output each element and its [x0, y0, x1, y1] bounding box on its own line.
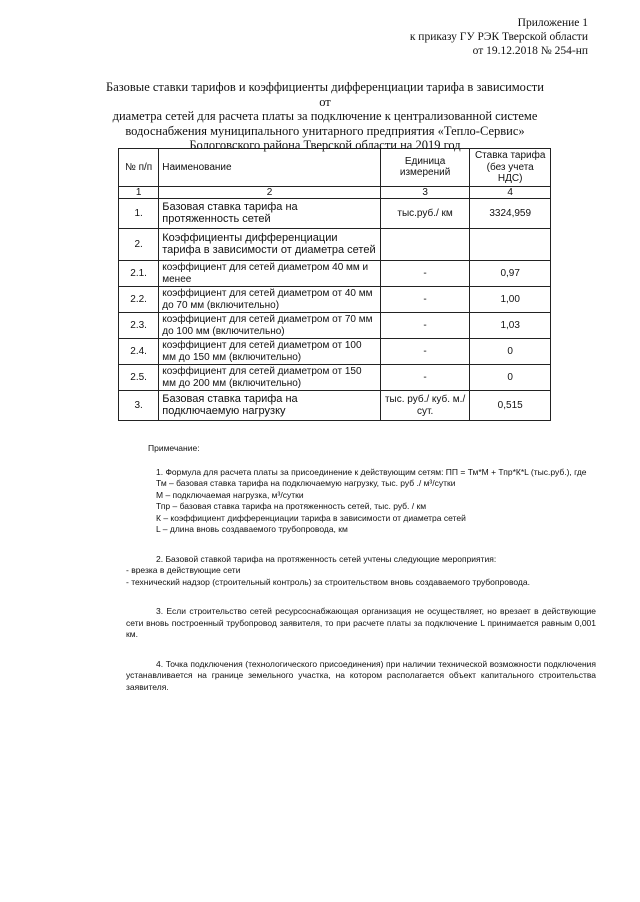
row-rate: 0,97 — [470, 261, 551, 287]
note-2-item: - врезка в действующие сети — [126, 565, 241, 575]
tariff-table — [118, 148, 551, 421]
note-2-text: 2. Базовой ставкой тарифа на протяженность сетей учтены следующие мероприятия: — [156, 553, 497, 564]
index-cell: 1 — [119, 186, 159, 199]
note-1-def: Тм – базовая ставка тарифа на подключаемую нагрузку, тыс. руб ./ м³/сутки — [156, 478, 456, 488]
row-unit: - — [380, 287, 470, 313]
title-line-2: диаметра сетей для расчета платы за подключение к централизованной системе — [112, 109, 538, 123]
row-num: 2.1. — [119, 261, 159, 287]
row-rate: 1,00 — [470, 287, 551, 313]
row-num: 2. — [119, 229, 159, 261]
header-rate: Ставка тарифа (без учета НДС) — [470, 149, 551, 187]
row-name: Коэффициенты дифференциации тарифа в зависимости от диаметра сетей — [159, 229, 381, 261]
row-name: Базовая ставка тарифа на подключаемую нагрузку — [159, 391, 381, 421]
note-4: 4. Точка подключения (технологического присоединения) при наличии технической возможности подключения устанавливается на границе земельного участка, на котором располагается объект капитального строительства заявителя. — [126, 658, 596, 692]
row-name: коэффициент для сетей диаметром от 70 мм до 100 мм (включительно) — [159, 313, 381, 339]
row-name: коэффициент для сетей диаметром от 150 мм до 200 мм (включительно) — [159, 365, 381, 391]
note-1-def: L – длина вновь создаваемого трубопровода, км — [156, 524, 348, 534]
table-row — [119, 339, 551, 365]
note-2 — [126, 554, 596, 589]
row-rate: 0 — [470, 339, 551, 365]
row-num: 2.2. — [119, 287, 159, 313]
row-rate: 3324,959 — [470, 199, 551, 229]
title-line-1: Базовые ставки тарифов и коэффициенты дифференциации тарифа в зависимости от — [106, 80, 544, 109]
appendix-line-3: от 19.12.2018 № 254-нп — [472, 45, 588, 57]
header-unit: Единица измерений — [380, 149, 470, 187]
row-unit — [380, 229, 470, 261]
row-name: коэффициент для сетей диаметром от 100 мм до 150 мм (включительно) — [159, 339, 381, 365]
appendix-line-1: Приложение 1 — [517, 17, 588, 29]
row-unit: - — [380, 365, 470, 391]
row-unit: - — [380, 313, 470, 339]
table-row — [119, 365, 551, 391]
note-1 — [126, 467, 596, 536]
appendix-line-2: к приказу ГУ РЭК Тверской области — [409, 31, 588, 43]
row-rate — [470, 229, 551, 261]
header-num: № п/п — [119, 149, 159, 187]
note-3: 3. Если строительство сетей ресурсоснабжающая организация не осуществляет, но врезает в действующие сети вновь построенный трубопровод заявителя, то при расчете платы за подключение L принимается равным 0,001 км. — [126, 606, 596, 639]
table-row — [119, 261, 551, 287]
row-num: 1. — [119, 199, 159, 229]
row-unit: - — [380, 261, 470, 287]
row-unit: тыс.руб./ км — [380, 199, 470, 229]
row-rate: 0 — [470, 365, 551, 391]
row-name: коэффициент для сетей диаметром от 40 мм до 70 мм (включительно) — [159, 287, 381, 313]
appendix-reference — [410, 16, 588, 58]
note-1-def: М – подключаемая нагрузка, м³/сутки — [156, 489, 304, 500]
table-row — [119, 391, 551, 421]
row-unit: тыс. руб./ куб. м./сут. — [380, 391, 470, 421]
table-index-row — [119, 186, 551, 199]
row-num: 2.3. — [119, 313, 159, 339]
row-unit: - — [380, 339, 470, 365]
table-row — [119, 229, 551, 261]
row-num: 2.4. — [119, 339, 159, 365]
row-rate: 1,03 — [470, 313, 551, 339]
row-rate: 0,515 — [470, 391, 551, 421]
index-cell: 3 — [380, 186, 470, 199]
note-1-def: Тпр – базовая ставка тарифа на протяженность сетей, тыс. руб. / км — [156, 501, 427, 511]
table-header-row — [119, 149, 551, 187]
document-title — [100, 80, 550, 153]
row-name: Базовая ставка тарифа на протяженность сетей — [159, 199, 381, 229]
row-name: коэффициент для сетей диаметром 40 мм и менее — [159, 261, 381, 287]
note-1-text: 1. Формула для расчета платы за присоединение к действующим сетям: ПП = Тм*М + Тпр*К*L (тыс.руб.), где — [156, 466, 587, 477]
table-row — [119, 287, 551, 313]
notes-section — [126, 443, 596, 704]
table-row — [119, 199, 551, 229]
row-num: 2.5. — [119, 365, 159, 391]
note-1-def: К – коэффициент дифференциации тарифа в зависимости от диаметра сетей — [156, 512, 466, 523]
index-cell: 2 — [159, 186, 381, 199]
title-line-4: Бологовского района Тверской области на 2019 год — [189, 138, 461, 152]
header-name: Наименование — [159, 149, 381, 187]
title-line-3: водоснабжения муниципального унитарного предприятия «Тепло-Сервис» — [125, 123, 525, 138]
index-cell: 4 — [470, 186, 551, 199]
note-2-item: - технический надзор (строительный контроль) за строительством вновь создаваемого трубопровода. — [126, 576, 530, 587]
notes-heading: Примечание: — [148, 443, 200, 453]
row-num: 3. — [119, 391, 159, 421]
table-row — [119, 313, 551, 339]
